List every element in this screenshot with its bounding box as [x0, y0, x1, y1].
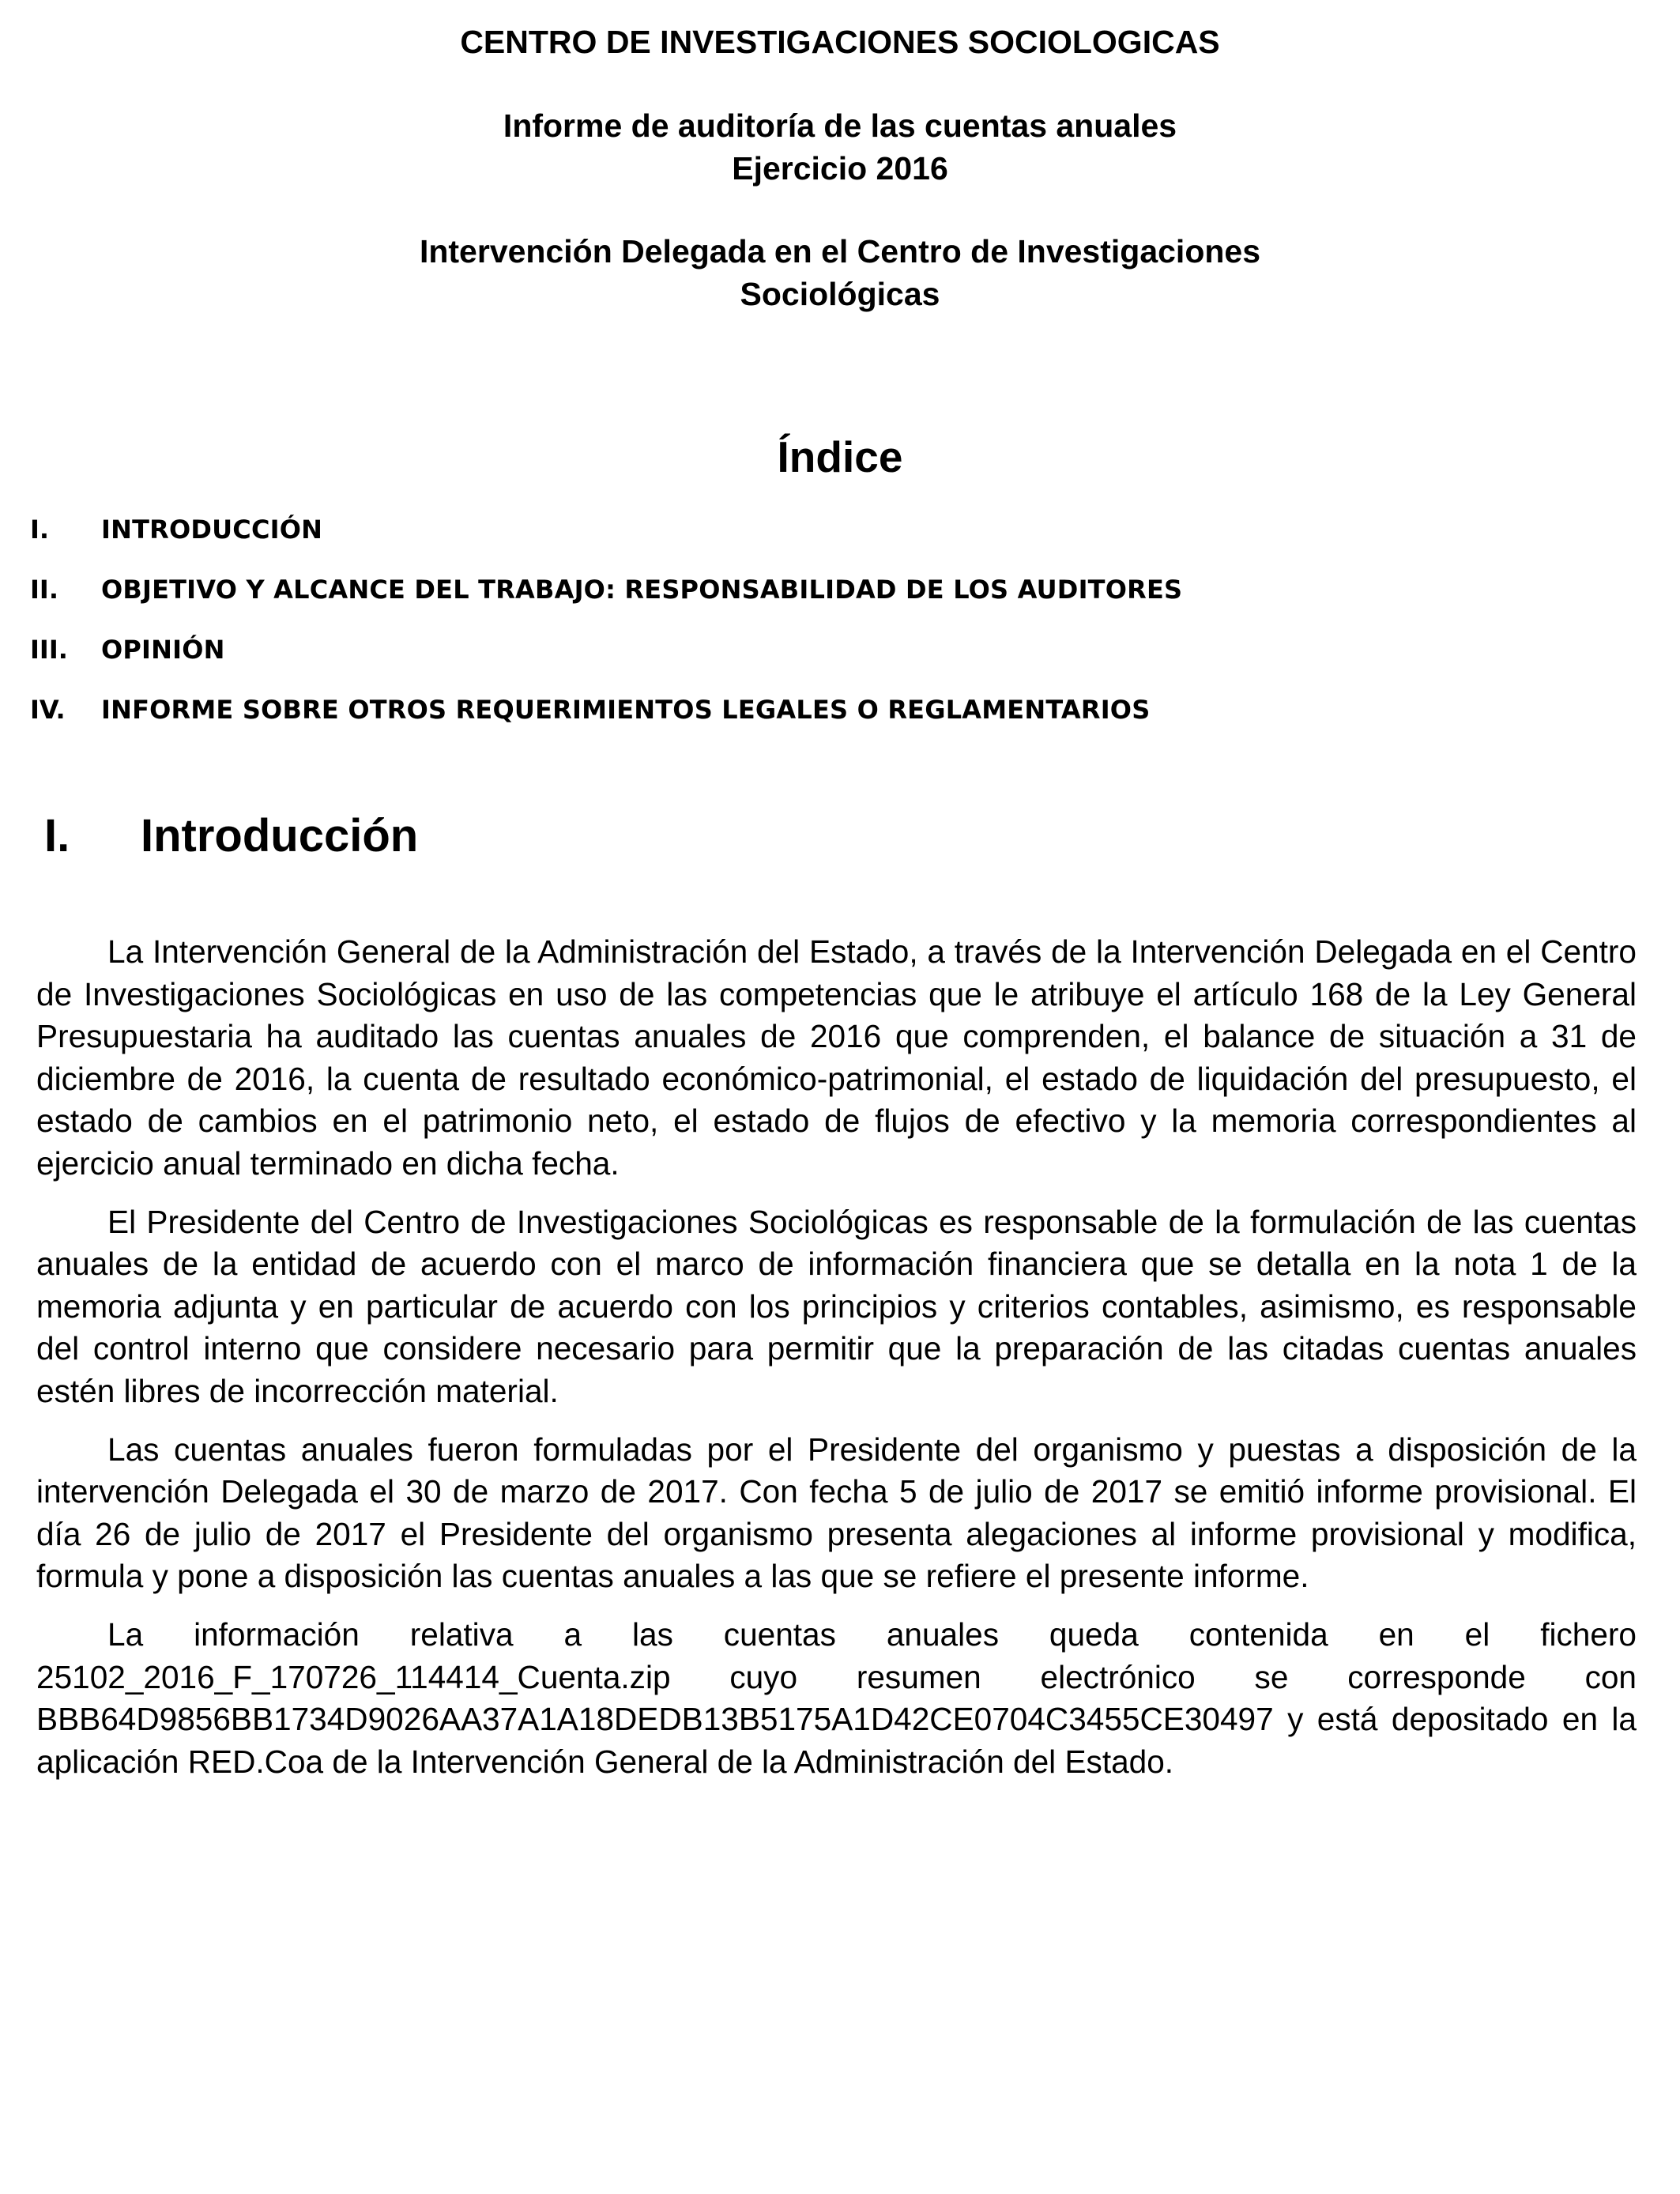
paragraph-3: Las cuentas anuales fueron formuladas por el Presidente del organismo y puestas a disposición de la intervención Delegada el 30 de marzo de 2017. Con fecha 5 de julio de 2017 se emitió informe provisional. El día 26 de julio de 2017 el Presidente del organismo presenta alegaciones al informe provisional y modifica, formula y pone a disposición las cuentas anuales a las que se refiere el presente informe. [36, 1431, 1637, 1595]
paragraph-1: La Intervención General de la Administración del Estado, a través de la Intervención Delegada en el Centro de Investigaciones Sociológicas en uso de las competencias que le atribuye el artículo 168 de la Ley General Presupuestaria ha auditado las cuentas anuales de 2016 que comprenden, el balance de situación a 31 de diciembre de 2016, la cuenta de resultado económico-patrimonial, el estado de liquidación del presupuesto, el estado de cambios en el patrimonio neto, el estado de flujos de efectivo y la memoria correspondientes al ejercicio anual terminado en dicha fecha. [36, 933, 1637, 1182]
organization-title [237, 21, 1443, 63]
toc-item-opinion[interactable] [30, 632, 1531, 692]
toc-item-label: OPINIÓN [101, 635, 225, 665]
section-number: I. [44, 810, 70, 861]
toc-item-number: III. [30, 635, 68, 665]
toc-item-label: INFORME SOBRE OTROS REQUERIMIENTOS LEGALES O REGLAMENTARIOS [101, 695, 1151, 725]
toc-item-label: INTRODUCCIÓN [101, 515, 323, 545]
toc-item-number: I. [30, 515, 50, 545]
section-title: Introducción [141, 810, 419, 861]
section-heading-introduccion [44, 808, 418, 865]
toc-item-number: IV. [30, 695, 66, 725]
unit-line-1: Intervención Delegada en el Centro de Investigaciones [419, 233, 1261, 270]
index-heading: Índice [777, 432, 903, 481]
fiscal-year: Ejercicio 2016 [732, 150, 948, 187]
toc-item-introduccion[interactable] [30, 512, 1531, 572]
toc-item-objetivo[interactable] [30, 572, 1531, 632]
unit-line-2: Sociológicas [740, 276, 940, 312]
organization-name: CENTRO DE INVESTIGACIONES SOCIOLOGICAS [460, 24, 1220, 60]
report-title: Informe de auditoría de las cuentas anuales [503, 107, 1177, 144]
toc-item-informe[interactable] [30, 692, 1531, 752]
unit-title-block [237, 230, 1443, 315]
toc-item-number: II. [30, 575, 58, 605]
section-body [36, 931, 1637, 1799]
paragraph-4: La información relativa a las cuentas anuales queda contenida en el fichero 25102_2016_F_170726_114414_Cuenta.zip cuyo resumen electrónico se corresponde con BBB64D9856BB1734D9026AA37A1A18DEDB13B5175A1D42CE0704C3455CE30497 y está depositado en la aplicación RED.Coa de la Intervención General de la Administración del Estado. [36, 1615, 1637, 1780]
paragraph-2: El Presidente del Centro de Investigaciones Sociológicas es responsable de la formulación de las cuentas anuales de la entidad de acuerdo con el marco de información financiera que se detalla en la nota 1 de la memoria adjunta y en particular de acuerdo con los principios y criterios contables, asimismo, es responsable del control interno que considere necesario para permitir que la preparación de las citadas cuentas anuales estén libres de incorrección material. [36, 1203, 1637, 1409]
toc-item-label: OBJETIVO Y ALCANCE DEL TRABAJO: RESPONSABILIDAD DE LOS AUDITORES [101, 575, 1183, 605]
table-of-contents [30, 512, 1531, 752]
report-title-block [237, 104, 1443, 190]
